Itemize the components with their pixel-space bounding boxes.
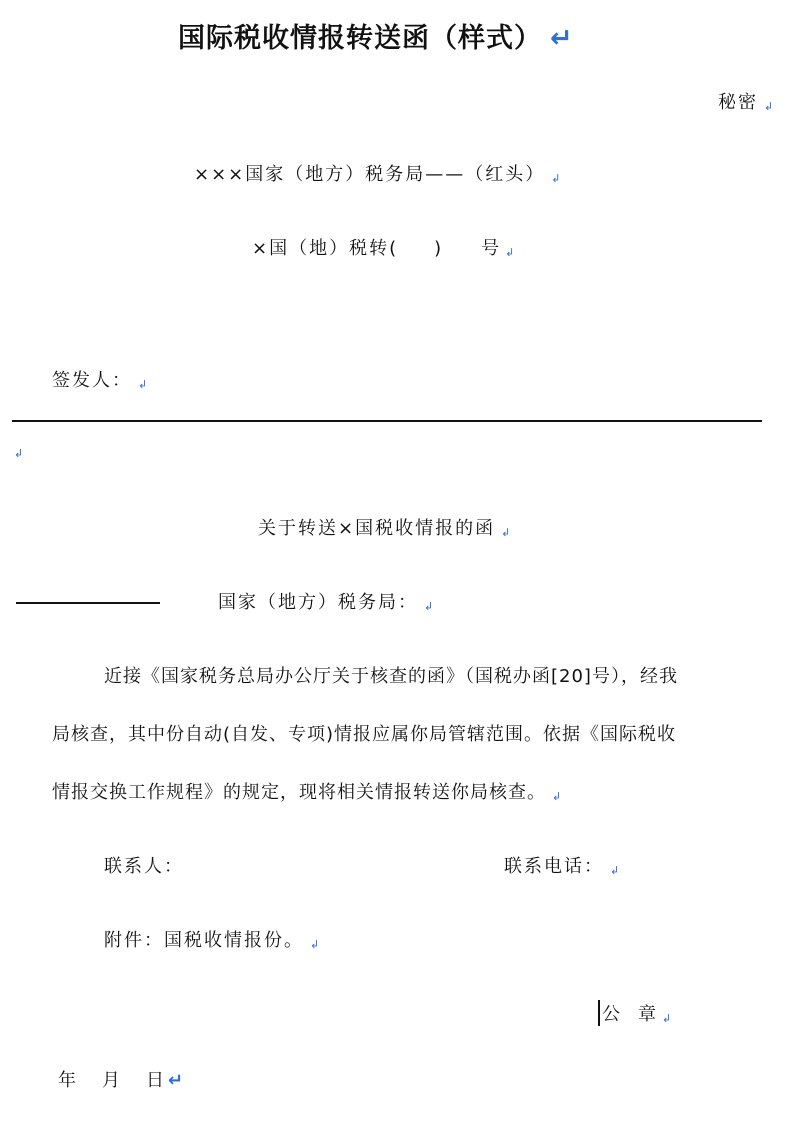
issuer-label: 签发人： (52, 370, 132, 391)
paragraph-return-icon: ↵ (168, 1070, 184, 1091)
paragraph-mark-icon: ↲ (551, 172, 563, 185)
letter-subject (258, 514, 512, 540)
contact-person (104, 852, 184, 878)
paragraph-mark-icon: ↲ (662, 1012, 672, 1025)
paragraph-mark-icon: ↲ (501, 526, 513, 539)
date-line (58, 1066, 183, 1092)
recipient-text: 国家（地方）税务局： (218, 592, 418, 613)
body-line-3 (52, 778, 562, 804)
empty-paragraph (14, 440, 23, 460)
official-seal (602, 1000, 671, 1026)
doc-number-prefix: ×国（地）税转( (252, 238, 399, 259)
letterhead-text: ×××国家（地方）税务局——（红头） (194, 164, 546, 185)
date-year: 年 (58, 1070, 76, 1091)
contact-phone (504, 852, 621, 878)
doc-number-close: ) (434, 238, 442, 259)
subject-text: 关于转送×国税收情报的函 (258, 518, 496, 539)
secret-classification (718, 88, 775, 114)
attachment-line (104, 926, 321, 952)
paragraph-mark-icon: ↲ (310, 938, 322, 951)
issuer-line (52, 366, 149, 392)
paragraph-return-icon: ↵ (550, 23, 574, 54)
paragraph-mark-icon: ↲ (138, 378, 150, 391)
paragraph-mark-icon: ↲ (610, 864, 622, 877)
document-title (178, 16, 574, 55)
text-cursor (598, 1000, 600, 1026)
paragraph-mark-icon: ↲ (14, 447, 24, 460)
date-day: 日 (146, 1070, 164, 1091)
doc-number-suffix: 号 (481, 238, 500, 259)
body-text: 近接《国家税务总局办公厅关于核查的函》（国税办函[20]号），经我 (104, 666, 678, 687)
attachment-text: 附件：国税收情报份。 (104, 930, 304, 951)
seal-text: 公 章 (602, 1004, 656, 1025)
paragraph-mark-icon: ↲ (552, 790, 563, 803)
phone-label: 联系电话： (504, 856, 604, 877)
body-text: 情报交换工作规程》的规定，现将相关情报转送你局核查。 (52, 782, 546, 803)
paragraph-mark-icon: ↲ (764, 100, 776, 113)
paragraph-mark-icon: ↲ (424, 600, 436, 613)
title-text: 国际税收情报转送函（样式） (178, 23, 542, 54)
body-line-1 (104, 662, 678, 688)
header-divider (12, 420, 762, 422)
letterhead (194, 160, 562, 186)
contact-label: 联系人： (104, 856, 184, 877)
secret-label: 秘密 (718, 92, 758, 113)
paragraph-mark-icon: ↲ (505, 246, 515, 259)
date-month: 月 (102, 1070, 120, 1091)
recipient-line (218, 588, 435, 614)
document-number (252, 234, 514, 260)
recipient-blank-line (16, 602, 160, 604)
body-text: 局核查，其中份自动(自发、专项)情报应属你局管辖范围。依据《国际税收 (52, 724, 677, 745)
body-line-2 (52, 720, 676, 746)
